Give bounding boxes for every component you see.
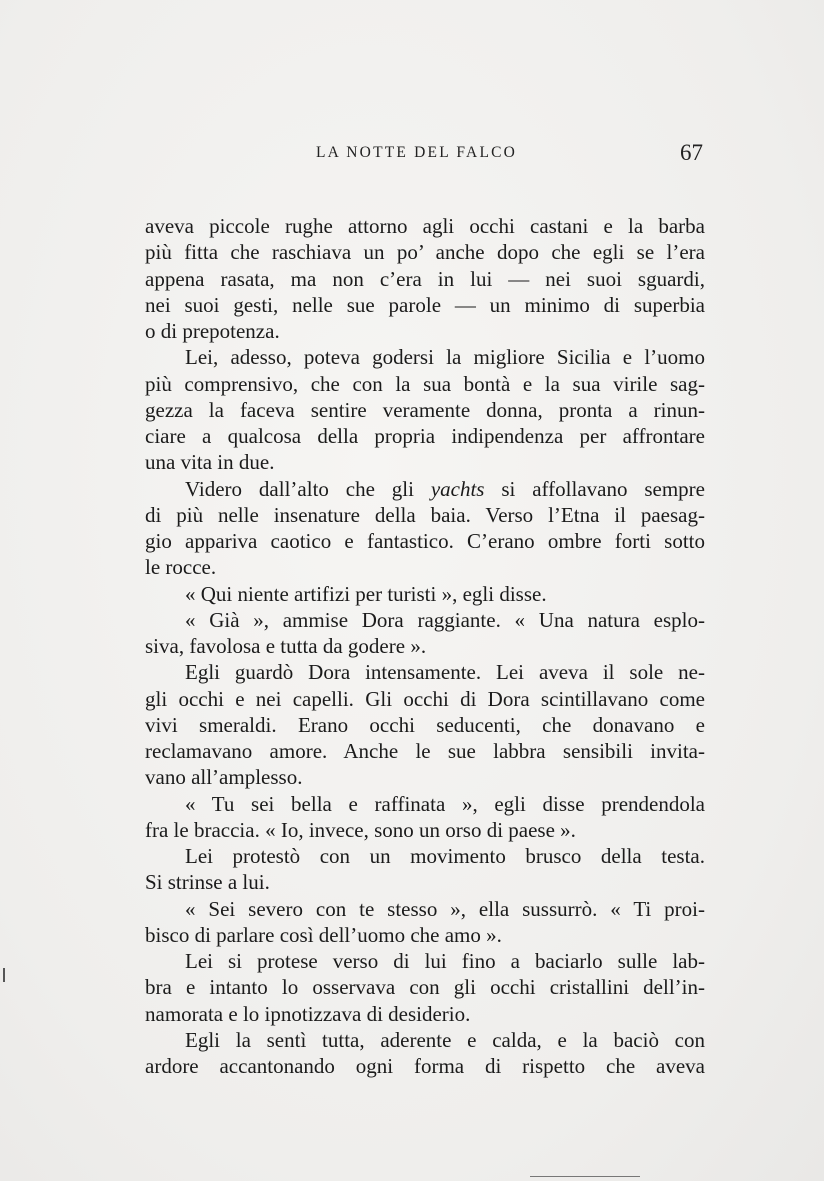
text-line: appena rasata, ma non c’era in lui — nei suoi sguardi, [145,266,705,291]
margin-mark [3,968,5,982]
text-line: Lei, adesso, poteva godersi la migliore Sicilia e l’uomo [185,345,705,370]
text-line: ciare a qualcosa della propria indipendenza per affrontare [145,424,705,448]
text-line: più comprensivo, che con la sua bontà e la sua virile sag- [145,371,705,396]
text-line: bra e intanto lo osservava con gli occhi cristallini dell’in- [145,975,705,1000]
text-line: o di prepotenza. [145,319,280,343]
text-line: Lei protestò con un movimento brusco della testa. [185,844,705,868]
text-line: vivi smeraldi. Erano occhi seducenti, che donavano e [145,712,705,737]
text-line: di più nelle insenature della baia. Verso l’Etna il paesag- [145,502,705,527]
text-line: gio appariva caotico e fantastico. C’erano ombre forti sotto [145,529,705,553]
text-line: Egli la sentì tutta, aderente e calda, e la baciò con [185,1027,705,1052]
text-line: nei suoi gesti, nelle sue parole — un minimo di superbia [145,292,705,317]
running-title: LA NOTTE DEL FALCO [316,144,518,161]
text-line: « Tu sei bella e raffinata », egli disse prendendola [185,791,705,816]
text-line: « Già », ammise Dora raggiante. « Una natura esplo- [185,607,705,632]
page-number: 67 [680,140,703,165]
text-line: una vita in due. [145,450,275,475]
text-line: le rocce. [145,555,217,580]
text-line: vano all’amplesso. [145,765,303,790]
text-line: Videro dall’alto che gli yachts si affollavano sempre [185,476,705,501]
bottom-edge-mark [530,1176,640,1177]
text-line: ardore accantonando ogni forma di rispetto che aveva [145,1054,705,1078]
text-line: Egli guardò Dora intensamente. Lei aveva il sole ne- [185,660,705,685]
text-line: Lei si protese verso di lui fino a baciarlo sulle lab- [185,949,705,973]
text-line: reclamavano amore. Anche le sue labbra sensibili invita- [145,739,705,763]
text-line: bisco di parlare così dell’uomo che amo ». [145,922,502,947]
text-line: più fitta che raschiava un po’ anche dopo che egli se l’era [145,240,705,265]
text-line: gezza la faceva sentire veramente donna, pronta a rinun- [145,397,705,422]
text-line: gli occhi e nei capelli. Gli occhi di Dora scintillavano come [145,686,705,711]
text-line: siva, favolosa e tutta da godere ». [145,634,427,658]
text-line: fra le braccia. « Io, invece, sono un orso di paese ». [145,817,576,842]
text-line: « Sei severo con te stesso », ella sussurrò. « Ti proi- [185,896,705,921]
body-text [145,213,705,1079]
text-line: « Qui niente artifizi per turisti », egli disse. [185,581,547,606]
text-line: namorata e lo ipnotizzava di desiderio. [145,1001,471,1026]
running-head [0,140,824,168]
italic-word: yachts [430,476,485,501]
text-line: Si strinse a lui. [145,870,270,895]
text-line: aveva piccole rughe attorno agli occhi castani e la barba [145,214,705,238]
